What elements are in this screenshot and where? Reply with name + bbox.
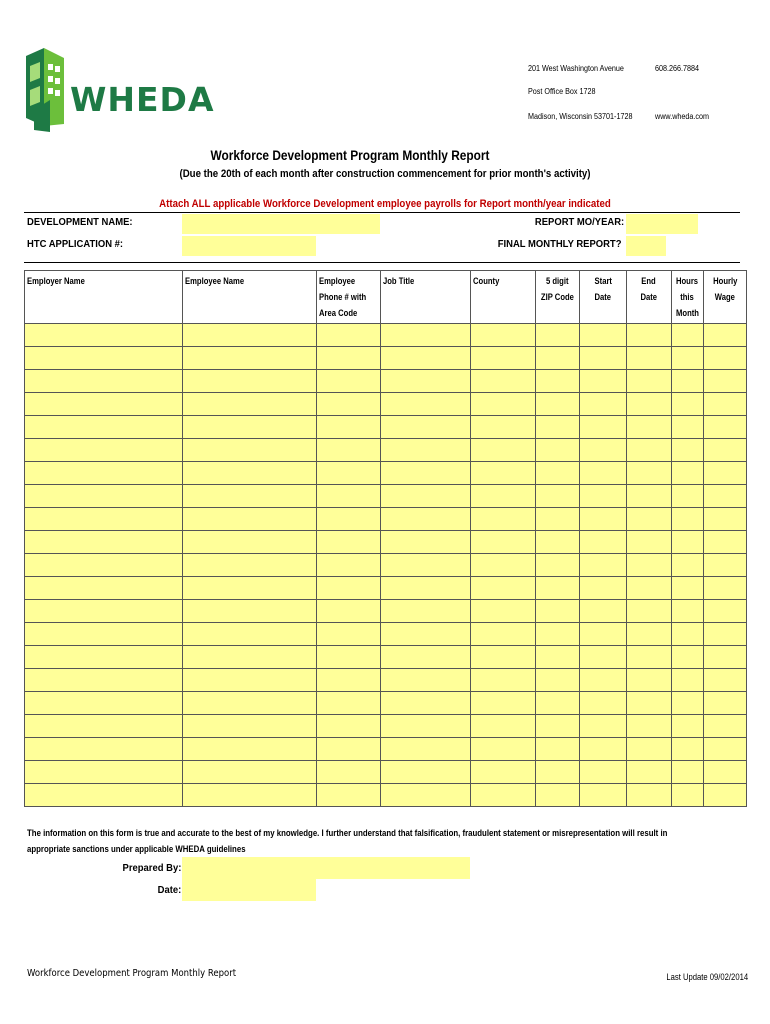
cell-employer[interactable] <box>25 531 183 554</box>
cell-job[interactable] <box>381 439 471 462</box>
table-row <box>25 485 747 508</box>
cell-wage[interactable] <box>703 370 746 393</box>
table-row <box>25 439 747 462</box>
cell-end[interactable] <box>626 347 671 370</box>
cell-employer[interactable] <box>25 508 183 531</box>
cell-employer[interactable] <box>25 462 183 485</box>
cell-zip[interactable] <box>536 600 580 623</box>
cell-end[interactable] <box>626 485 671 508</box>
cell-job[interactable] <box>381 692 471 715</box>
cell-employee[interactable] <box>183 738 317 761</box>
cell-phone[interactable] <box>317 577 381 600</box>
column-header-label: Hourly <box>712 276 737 286</box>
table-row <box>25 393 747 416</box>
cell-start[interactable] <box>579 531 626 554</box>
cell-zip[interactable] <box>536 623 580 646</box>
cell-end[interactable] <box>626 761 671 784</box>
cell-end[interactable] <box>626 324 671 347</box>
cell-end[interactable] <box>626 554 671 577</box>
cell-employee[interactable] <box>183 715 317 738</box>
cell-wage[interactable] <box>703 669 746 692</box>
cell-end[interactable] <box>626 462 671 485</box>
cell-zip[interactable] <box>536 416 580 439</box>
column-header-employer <box>25 271 183 324</box>
table-row <box>25 577 747 600</box>
attach-notice: Attach ALL applicable Workforce Development employee payrolls for Report month/year indicated <box>159 198 611 210</box>
address-line2: Post Office Box 1728 <box>528 87 596 96</box>
cell-wage[interactable] <box>703 646 746 669</box>
cell-county[interactable] <box>471 784 536 807</box>
cell-zip[interactable] <box>536 462 580 485</box>
cell-county[interactable] <box>471 554 536 577</box>
cell-job[interactable] <box>381 370 471 393</box>
cell-employer[interactable] <box>25 393 183 416</box>
table-row <box>25 600 747 623</box>
cell-job[interactable] <box>381 669 471 692</box>
cell-wage[interactable] <box>703 416 746 439</box>
cell-start[interactable] <box>579 669 626 692</box>
column-header-start <box>579 271 626 324</box>
htc-application-field[interactable] <box>182 236 316 256</box>
logo-wordmark: WHEDA <box>70 80 215 119</box>
table-row <box>25 324 747 347</box>
cell-start[interactable] <box>579 416 626 439</box>
cell-employee[interactable] <box>183 646 317 669</box>
column-header-label: Hours <box>676 276 699 286</box>
cell-employee[interactable] <box>183 623 317 646</box>
cell-employer[interactable] <box>25 485 183 508</box>
cell-wage[interactable] <box>703 623 746 646</box>
prepared-by-label: Prepared By: <box>122 862 181 874</box>
cell-hours[interactable] <box>671 531 703 554</box>
cell-county[interactable] <box>471 508 536 531</box>
cell-start[interactable] <box>579 347 626 370</box>
column-header-label: County <box>473 276 500 286</box>
cell-employee[interactable] <box>183 393 317 416</box>
cell-hours[interactable] <box>671 508 703 531</box>
cell-employee[interactable] <box>183 554 317 577</box>
cell-end[interactable] <box>626 784 671 807</box>
cell-county[interactable] <box>471 416 536 439</box>
table-row <box>25 531 747 554</box>
cell-hours[interactable] <box>671 646 703 669</box>
form-title: Workforce Development Program Monthly Report <box>210 148 490 163</box>
cell-start[interactable] <box>579 623 626 646</box>
cell-county[interactable] <box>471 761 536 784</box>
cell-wage[interactable] <box>703 577 746 600</box>
cell-hours[interactable] <box>671 324 703 347</box>
cell-county[interactable] <box>471 646 536 669</box>
cell-end[interactable] <box>626 393 671 416</box>
column-header-label: Month <box>675 308 699 318</box>
cell-employer[interactable] <box>25 646 183 669</box>
column-header-label: Phone # with <box>319 292 367 302</box>
date-label: Date: <box>157 884 181 896</box>
cell-zip[interactable] <box>536 761 580 784</box>
cell-phone[interactable] <box>317 439 381 462</box>
cell-start[interactable] <box>579 439 626 462</box>
table-row <box>25 623 747 646</box>
divider-mid <box>24 262 740 263</box>
cell-wage[interactable] <box>703 393 746 416</box>
cell-hours[interactable] <box>671 347 703 370</box>
cell-job[interactable] <box>381 462 471 485</box>
cell-hours[interactable] <box>671 462 703 485</box>
cell-zip[interactable] <box>536 646 580 669</box>
cell-wage[interactable] <box>703 485 746 508</box>
footer-title: Workforce Development Program Monthly Report <box>27 968 237 979</box>
cell-phone[interactable] <box>317 784 381 807</box>
column-header-hours <box>671 271 703 324</box>
cell-employer[interactable] <box>25 669 183 692</box>
table-row <box>25 646 747 669</box>
cell-job[interactable] <box>381 554 471 577</box>
cell-job[interactable] <box>381 623 471 646</box>
cell-employee[interactable] <box>183 462 317 485</box>
cell-wage[interactable] <box>703 761 746 784</box>
cell-job[interactable] <box>381 393 471 416</box>
cell-start[interactable] <box>579 738 626 761</box>
cell-county[interactable] <box>471 577 536 600</box>
cell-hours[interactable] <box>671 715 703 738</box>
cell-job[interactable] <box>381 738 471 761</box>
table-row <box>25 692 747 715</box>
column-header-label: Employee Name <box>185 276 245 286</box>
cell-zip[interactable] <box>536 531 580 554</box>
cell-start[interactable] <box>579 577 626 600</box>
cell-county[interactable] <box>471 462 536 485</box>
cell-phone[interactable] <box>317 715 381 738</box>
table-row <box>25 784 747 807</box>
cell-county[interactable] <box>471 324 536 347</box>
table-row <box>25 416 747 439</box>
column-header-end <box>626 271 671 324</box>
cell-zip[interactable] <box>536 692 580 715</box>
cell-job[interactable] <box>381 646 471 669</box>
cell-phone[interactable] <box>317 324 381 347</box>
website-link[interactable]: www.wheda.com <box>655 112 710 121</box>
cell-end[interactable] <box>626 531 671 554</box>
cell-wage[interactable] <box>703 784 746 807</box>
cell-employer[interactable] <box>25 554 183 577</box>
cell-employee[interactable] <box>183 508 317 531</box>
cell-zip[interactable] <box>536 393 580 416</box>
cell-employer[interactable] <box>25 738 183 761</box>
cell-employee[interactable] <box>183 416 317 439</box>
cell-employer[interactable] <box>25 324 183 347</box>
cell-wage[interactable] <box>703 738 746 761</box>
column-header-job <box>381 271 471 324</box>
cell-job[interactable] <box>381 577 471 600</box>
cell-hours[interactable] <box>671 669 703 692</box>
cell-wage[interactable] <box>703 715 746 738</box>
cell-employee[interactable] <box>183 600 317 623</box>
cell-end[interactable] <box>626 416 671 439</box>
cell-phone[interactable] <box>317 761 381 784</box>
cell-hours[interactable] <box>671 416 703 439</box>
cell-end[interactable] <box>626 623 671 646</box>
cell-phone[interactable] <box>317 393 381 416</box>
column-header-label: Date <box>640 292 658 302</box>
cell-county[interactable] <box>471 623 536 646</box>
employee-table <box>24 270 747 807</box>
cell-wage[interactable] <box>703 347 746 370</box>
cell-employee[interactable] <box>183 669 317 692</box>
cell-employer[interactable] <box>25 715 183 738</box>
cell-wage[interactable] <box>703 462 746 485</box>
column-header-label: Area Code <box>319 308 358 318</box>
cell-phone[interactable] <box>317 347 381 370</box>
column-header-employee <box>183 271 317 324</box>
column-header-phone <box>317 271 381 324</box>
cell-start[interactable] <box>579 462 626 485</box>
cell-county[interactable] <box>471 669 536 692</box>
cell-employer[interactable] <box>25 439 183 462</box>
cell-employer[interactable] <box>25 416 183 439</box>
cell-hours[interactable] <box>671 577 703 600</box>
cell-wage[interactable] <box>703 554 746 577</box>
cell-wage[interactable] <box>703 439 746 462</box>
column-header-label: Job Title <box>383 276 415 286</box>
cell-start[interactable] <box>579 761 626 784</box>
cell-job[interactable] <box>381 715 471 738</box>
report-mo-year-field[interactable] <box>626 214 698 234</box>
cell-employer[interactable] <box>25 370 183 393</box>
table-row <box>25 669 747 692</box>
cell-employer[interactable] <box>25 600 183 623</box>
table-row <box>25 554 747 577</box>
cell-start[interactable] <box>579 324 626 347</box>
cell-hours[interactable] <box>671 784 703 807</box>
cell-start[interactable] <box>579 784 626 807</box>
cell-employee[interactable] <box>183 439 317 462</box>
column-header-label: Employee <box>319 276 356 286</box>
cell-wage[interactable] <box>703 508 746 531</box>
cell-employee[interactable] <box>183 692 317 715</box>
cell-job[interactable] <box>381 531 471 554</box>
cell-end[interactable] <box>626 646 671 669</box>
cell-hours[interactable] <box>671 738 703 761</box>
column-header-label: ZIP Code <box>540 292 574 302</box>
cell-job[interactable] <box>381 347 471 370</box>
table-row <box>25 508 747 531</box>
cell-job[interactable] <box>381 508 471 531</box>
htc-application-label: HTC APPLICATION #: <box>27 238 124 250</box>
date-field[interactable] <box>182 879 316 901</box>
cell-wage[interactable] <box>703 324 746 347</box>
cell-employee[interactable] <box>183 347 317 370</box>
cell-zip[interactable] <box>536 669 580 692</box>
cell-hours[interactable] <box>671 761 703 784</box>
cell-end[interactable] <box>626 738 671 761</box>
column-header-label: Start <box>594 276 612 286</box>
column-header-label: Wage <box>714 292 735 302</box>
cell-employer[interactable] <box>25 692 183 715</box>
cell-county[interactable] <box>471 439 536 462</box>
table-row <box>25 738 747 761</box>
cell-employee[interactable] <box>183 531 317 554</box>
prepared-by-field[interactable] <box>182 857 470 879</box>
cell-phone[interactable] <box>317 600 381 623</box>
cell-employee[interactable] <box>183 485 317 508</box>
cell-end[interactable] <box>626 600 671 623</box>
cell-employer[interactable] <box>25 784 183 807</box>
cell-end[interactable] <box>626 439 671 462</box>
cell-job[interactable] <box>381 784 471 807</box>
cell-phone[interactable] <box>317 669 381 692</box>
cell-zip[interactable] <box>536 577 580 600</box>
divider-top <box>24 212 740 213</box>
cell-zip[interactable] <box>536 439 580 462</box>
cell-employer[interactable] <box>25 623 183 646</box>
cell-employee[interactable] <box>183 784 317 807</box>
cell-county[interactable] <box>471 393 536 416</box>
cell-wage[interactable] <box>703 692 746 715</box>
cell-hours[interactable] <box>671 439 703 462</box>
cell-county[interactable] <box>471 531 536 554</box>
cell-hours[interactable] <box>671 554 703 577</box>
cell-start[interactable] <box>579 554 626 577</box>
cell-employee[interactable] <box>183 324 317 347</box>
cell-hours[interactable] <box>671 485 703 508</box>
cell-employee[interactable] <box>183 577 317 600</box>
cell-hours[interactable] <box>671 370 703 393</box>
report-mo-year-label: REPORT MO/YEAR: <box>534 216 624 228</box>
cell-county[interactable] <box>471 347 536 370</box>
cell-start[interactable] <box>579 600 626 623</box>
cell-start[interactable] <box>579 393 626 416</box>
table-row <box>25 462 747 485</box>
cell-end[interactable] <box>626 692 671 715</box>
address-line1: 201 West Washington Avenue <box>528 64 624 73</box>
cell-start[interactable] <box>579 692 626 715</box>
column-header-county <box>471 271 536 324</box>
table-row <box>25 347 747 370</box>
table-row <box>25 715 747 738</box>
cell-phone[interactable] <box>317 416 381 439</box>
cell-zip[interactable] <box>536 784 580 807</box>
cell-start[interactable] <box>579 485 626 508</box>
cell-hours[interactable] <box>671 692 703 715</box>
cell-zip[interactable] <box>536 554 580 577</box>
cell-county[interactable] <box>471 738 536 761</box>
cell-job[interactable] <box>381 324 471 347</box>
cell-end[interactable] <box>626 508 671 531</box>
cell-hours[interactable] <box>671 393 703 416</box>
phone-number: 608.266.7884 <box>655 64 700 73</box>
cell-county[interactable] <box>471 715 536 738</box>
cell-zip[interactable] <box>536 738 580 761</box>
cell-job[interactable] <box>381 416 471 439</box>
column-header-wage <box>703 271 746 324</box>
cell-county[interactable] <box>471 485 536 508</box>
cell-start[interactable] <box>579 370 626 393</box>
cell-hours[interactable] <box>671 623 703 646</box>
address-line3: Madison, Wisconsin 53701-1728 <box>528 112 633 121</box>
column-header-label: this <box>680 292 695 302</box>
cell-job[interactable] <box>381 761 471 784</box>
cell-employee[interactable] <box>183 370 317 393</box>
cell-start[interactable] <box>579 508 626 531</box>
development-name-field[interactable] <box>182 214 380 234</box>
table-row <box>25 761 747 784</box>
cell-wage[interactable] <box>703 531 746 554</box>
final-report-label: FINAL MONTHLY REPORT? <box>497 238 621 250</box>
cell-phone[interactable] <box>317 623 381 646</box>
cell-phone[interactable] <box>317 462 381 485</box>
table-row <box>25 370 747 393</box>
cell-phone[interactable] <box>317 531 381 554</box>
development-name-label: DEVELOPMENT NAME: <box>27 216 133 228</box>
cell-zip[interactable] <box>536 508 580 531</box>
cell-employee[interactable] <box>183 761 317 784</box>
cell-phone[interactable] <box>317 370 381 393</box>
cell-phone[interactable] <box>317 646 381 669</box>
cell-employer[interactable] <box>25 577 183 600</box>
cell-job[interactable] <box>381 485 471 508</box>
cell-start[interactable] <box>579 715 626 738</box>
cell-employer[interactable] <box>25 761 183 784</box>
column-header-label: Employer Name <box>27 276 85 286</box>
table-body <box>25 324 747 807</box>
footer-last-update: Last Update 09/02/2014 <box>666 972 748 982</box>
cell-phone[interactable] <box>317 738 381 761</box>
cell-phone[interactable] <box>317 485 381 508</box>
cell-zip[interactable] <box>536 347 580 370</box>
cell-phone[interactable] <box>317 508 381 531</box>
cell-end[interactable] <box>626 669 671 692</box>
column-header-zip <box>536 271 580 324</box>
cell-employer[interactable] <box>25 347 183 370</box>
certification-text: The information on this form is true and accurate to the best of my knowledge. I further understand that falsification, fraudulent statement or misrepresentation will result in appropriate sanctions under applicable WHEDA guidelines <box>27 828 668 854</box>
cell-zip[interactable] <box>536 715 580 738</box>
cell-job[interactable] <box>381 600 471 623</box>
column-header-label: 5 digit <box>546 276 569 286</box>
cell-wage[interactable] <box>703 600 746 623</box>
cell-hours[interactable] <box>671 600 703 623</box>
cell-end[interactable] <box>626 577 671 600</box>
table-header-row <box>25 271 747 324</box>
final-report-field[interactable] <box>626 236 666 256</box>
cell-county[interactable] <box>471 600 536 623</box>
cell-end[interactable] <box>626 715 671 738</box>
column-header-label: End <box>641 276 657 286</box>
cell-phone[interactable] <box>317 554 381 577</box>
cell-zip[interactable] <box>536 370 580 393</box>
cell-zip[interactable] <box>536 485 580 508</box>
cell-end[interactable] <box>626 370 671 393</box>
cell-county[interactable] <box>471 692 536 715</box>
cell-start[interactable] <box>579 646 626 669</box>
cell-zip[interactable] <box>536 324 580 347</box>
cell-phone[interactable] <box>317 692 381 715</box>
form-subtitle: (Due the 20th of each month after construction commencement for prior month's activity) <box>179 168 591 180</box>
column-header-label: Date <box>594 292 612 302</box>
cell-county[interactable] <box>471 370 536 393</box>
